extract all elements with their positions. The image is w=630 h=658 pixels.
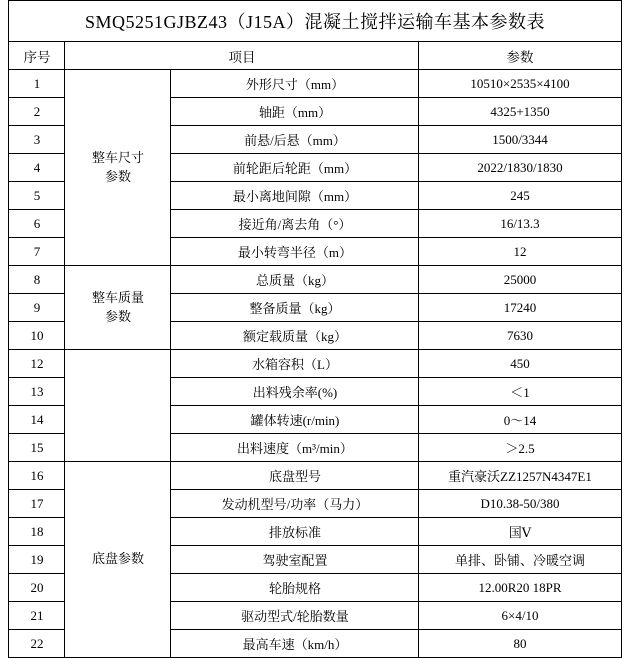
row-item: 最小离地间隙（mm） <box>171 182 419 210</box>
row-no: 6 <box>9 210 65 238</box>
row-no: 20 <box>9 574 65 602</box>
row-item: 接近角/离去角（°） <box>171 210 419 238</box>
table-row <box>9 70 621 98</box>
row-value: 重汽豪沃ZZ1257N4347E1 <box>419 462 621 490</box>
row-value: 25000 <box>419 266 621 294</box>
row-no: 5 <box>9 182 65 210</box>
row-item: 前轮距后轮距（mm） <box>171 154 419 182</box>
row-item: 轮胎规格 <box>171 574 419 602</box>
page-title: SMQ5251GJBZ43（J15A）混凝土搅拌运输车基本参数表 <box>9 1 621 42</box>
row-no: 7 <box>9 238 65 266</box>
header-value: 参数 <box>419 42 621 70</box>
group-chassis-line1: 底盘参数 <box>91 551 144 567</box>
row-no: 17 <box>9 490 65 518</box>
row-no: 1 <box>9 70 65 98</box>
row-item: 最高车速（km/h） <box>171 630 419 658</box>
row-item: 水箱容积（L） <box>171 350 419 378</box>
row-item: 整备质量（kg） <box>171 294 419 322</box>
row-no: 3 <box>9 126 65 154</box>
row-value: 单排、卧铺、冷暖空调 <box>419 546 621 574</box>
row-value: 10510×2535×4100 <box>419 70 621 98</box>
group-mass-line2: 参数 <box>104 308 131 324</box>
row-item: 罐体转速(r/min) <box>171 406 419 434</box>
row-item: 驾驶室配置 <box>171 546 419 574</box>
row-no: 8 <box>9 266 65 294</box>
row-no: 22 <box>9 630 65 658</box>
row-no: 21 <box>9 602 65 630</box>
row-no: 18 <box>9 518 65 546</box>
group-mass-line1: 整车质量 <box>91 289 144 305</box>
row-value: 1500/3344 <box>419 126 621 154</box>
row-item: 出料速度（m³/min） <box>171 434 419 462</box>
row-value: 12.00R20 18PR <box>419 574 621 602</box>
row-no: 4 <box>9 154 65 182</box>
row-item: 底盘型号 <box>171 462 419 490</box>
group-dimensions-line2: 参数 <box>104 168 131 184</box>
header-item: 项目 <box>65 42 419 70</box>
row-value: 6×4/10 <box>419 602 621 630</box>
row-item: 总质量（kg） <box>171 266 419 294</box>
row-value: 245 <box>419 182 621 210</box>
row-item: 外形尺寸（mm） <box>171 70 419 98</box>
row-no: 2 <box>9 98 65 126</box>
row-value: 17240 <box>419 294 621 322</box>
header-no: 序号 <box>9 42 65 70</box>
row-no: 14 <box>9 406 65 434</box>
row-value: ＜1 <box>419 378 621 406</box>
row-item: 驱动型式/轮胎数量 <box>171 602 419 630</box>
row-no: 19 <box>9 546 65 574</box>
row-value: 450 <box>419 350 621 378</box>
row-value: D10.38-50/380 <box>419 490 621 518</box>
row-value: 0～14 <box>419 406 621 434</box>
row-item: 最小转弯半径（m） <box>171 238 419 266</box>
spec-table <box>8 0 621 658</box>
group-mass <box>65 266 171 350</box>
group-blank <box>65 350 171 462</box>
row-value: 国Ⅴ <box>419 518 621 546</box>
row-value: 4325+1350 <box>419 98 621 126</box>
table-row <box>9 266 621 294</box>
row-no: 16 <box>9 462 65 490</box>
row-no: 9 <box>9 294 65 322</box>
row-item: 前悬/后悬（mm） <box>171 126 419 154</box>
row-value: ＞2.5 <box>419 434 621 462</box>
row-no: 10 <box>9 322 65 350</box>
row-value: 2022/1830/1830 <box>419 154 621 182</box>
row-value: 16/13.3 <box>419 210 621 238</box>
row-value: 7630 <box>419 322 621 350</box>
row-item: 额定载质量（kg） <box>171 322 419 350</box>
row-value: 12 <box>419 238 621 266</box>
table-row <box>9 350 621 378</box>
table-row <box>9 462 621 490</box>
table-title-row <box>9 1 621 42</box>
row-item: 排放标准 <box>171 518 419 546</box>
group-chassis <box>65 462 171 658</box>
row-item: 发动机型号/功率（马力） <box>171 490 419 518</box>
row-item: 出料残余率(%) <box>171 378 419 406</box>
row-no: 13 <box>9 378 65 406</box>
group-dimensions <box>65 70 171 266</box>
table-header-row <box>9 42 621 70</box>
group-dimensions-line1: 整车尺寸 <box>91 149 144 165</box>
row-value: 80 <box>419 630 621 658</box>
row-no: 15 <box>9 434 65 462</box>
row-item: 轴距（mm） <box>171 98 419 126</box>
row-no: 12 <box>9 350 65 378</box>
